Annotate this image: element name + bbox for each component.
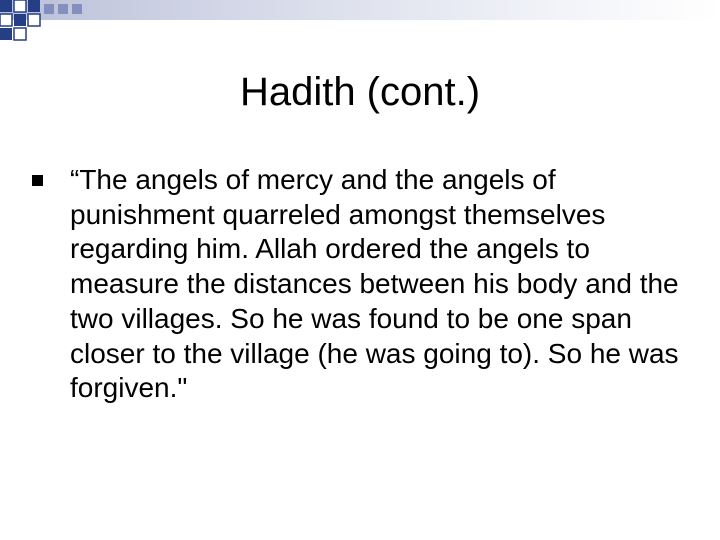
list-item (32, 163, 692, 406)
decorative-banner (0, 0, 720, 48)
bullet-list (32, 163, 692, 406)
square-bullet-icon (32, 175, 43, 186)
bullet-text: “The angels of mercy and the angels of punishment quarreled amongst themselves regarding him. Allah ordered the angels to measure the distances between his body and the two villages. So he was found to be one span closer to the village (he was going to). So he was forgiven." (70, 164, 679, 404)
slide-title: Hadith (cont.) (239, 70, 481, 114)
